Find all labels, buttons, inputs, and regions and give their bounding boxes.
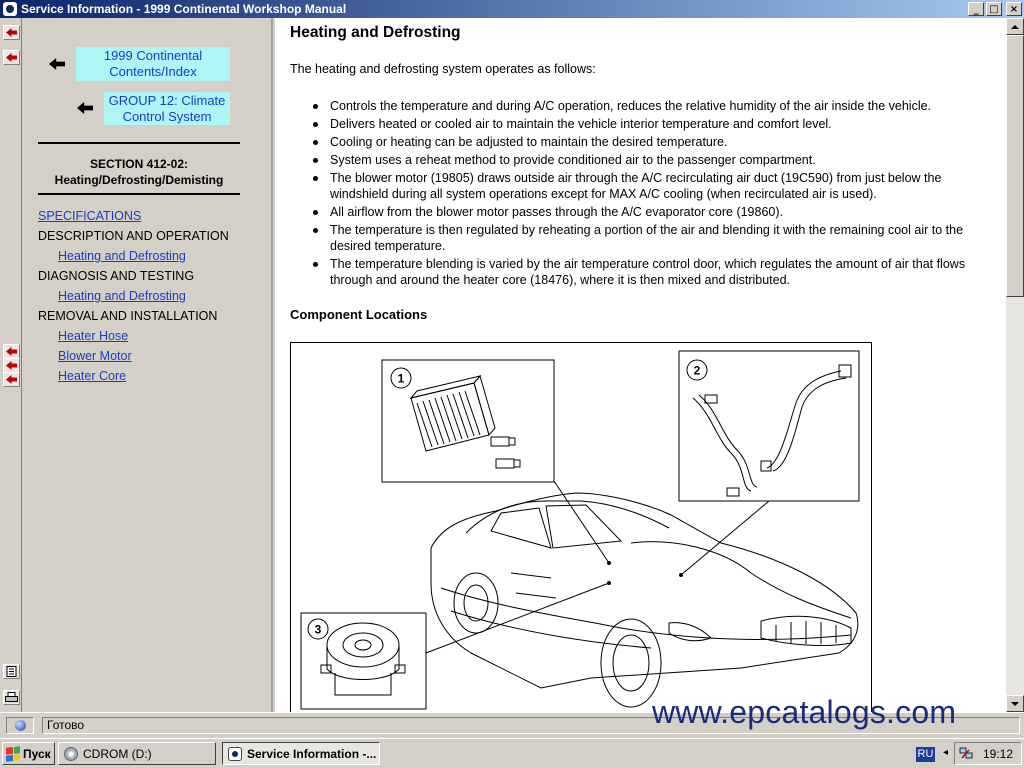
window-title: Service Information - 1999 Continental Workshop Manual [21,2,347,16]
content-pane [275,18,1006,712]
list-item: Controls the temperature and during A/C operation, reduces the relative humidity of the air inside the vehicle. [313,98,993,114]
arrow-left-icon [49,58,65,70]
list-item: Delivers heated or cooled air to maintain the vehicle interior temperature and comfort level. [313,116,993,132]
nav-button-2[interactable] [3,358,20,373]
bullet-list [313,98,993,290]
page-title: Heating and Defrosting [290,24,461,41]
list-item: Cooling or heating can be adjusted to maintain the desired temperature. [313,134,993,150]
nav-button-3[interactable] [3,372,20,387]
status-text: Готово [42,717,1020,734]
start-label: Пуск [23,746,51,761]
nav-heater-hose-link[interactable]: Heater Hose [58,329,129,343]
nav-heading-removal: REMOVAL AND INSTALLATION [38,309,218,323]
arrow-icon [6,375,17,384]
intro-text: The heating and defrosting system operates as follows: [290,62,596,76]
list-item: System uses a reheat method to provide conditioned air to the passenger compartment. [313,152,993,168]
close-button[interactable]: × [1006,2,1022,16]
heater-core-drawing [411,376,520,468]
arrow-icon [6,347,17,356]
watermark: www.epcatalogs.com [652,694,957,730]
nav-list [38,206,270,386]
task-label: Service Information -... [247,746,377,761]
component-locations-figure [290,342,872,712]
scroll-down-button[interactable] [1006,695,1024,712]
document-icon [6,666,17,677]
contents-index-link[interactable]: 1999 Continental Contents/Index [76,47,230,81]
arrow-down-icon [1011,702,1019,706]
navigation-panel [22,18,273,712]
app-icon [228,747,242,761]
start-button[interactable] [2,742,55,765]
heater-hose-drawing [693,365,851,496]
divider [38,142,240,144]
previous-button[interactable] [3,50,20,65]
window-controls [968,2,1022,16]
title-bar [0,0,1024,18]
section-subtitle: Component Locations [290,307,428,322]
scroll-thumb[interactable] [1006,35,1024,297]
app-icon [3,2,17,16]
divider [38,193,240,195]
clock[interactable]: 19:12 [982,746,1013,761]
list-item: The blower motor (19805) draws outside air through the A/C recirculating air duct (19C590) from just below the windshield during all system operations except for MAX A/C cooling (when recirculated air is used). [313,170,993,202]
nav-heating-defrosting-diagnosis-link[interactable]: Heating and Defrosting [58,289,186,303]
nav-heading-description: DESCRIPTION AND OPERATION [38,229,229,243]
maximize-button[interactable]: □ [986,2,1002,16]
blower-motor-drawing [321,623,405,695]
back-arrow-icon [6,28,17,37]
list-item: The temperature is then regulated by reheating a portion of the air and blending it with the remaining cool air to the desired temperature. [313,222,993,254]
windows-logo-icon [6,746,20,761]
back-button[interactable] [3,25,20,40]
callout-label-3: 3 [314,622,322,637]
cd-drive-icon [64,747,78,761]
system-tray [954,742,1022,765]
group-link[interactable]: GROUP 12: Climate Control System [104,92,230,125]
leader-point [680,574,683,577]
component-diagram [291,343,873,712]
callout-label-2: 2 [693,363,701,378]
nav-heating-defrosting-description-link[interactable]: Heating and Defrosting [58,249,186,263]
nav-blower-motor-link[interactable]: Blower Motor [58,349,132,363]
arrow-up-icon [1011,25,1019,29]
section-title: SECTION 412-02: Heating/Defrosting/Demisting [54,157,224,187]
network-icon[interactable] [959,747,973,760]
list-item: The temperature blending is varied by the air temperature control door, which regulates the amount of air that flows through and around the heater core (18476), where it is then mixed and distributed. [313,256,993,288]
nav-heater-core-link[interactable]: Heater Core [58,369,127,383]
car-drawing [431,493,858,707]
leader-point [608,582,611,585]
nav-specifications-link[interactable]: SPECIFICATIONS [38,209,142,223]
arrow-icon [6,361,17,370]
list-item: All airflow from the blower motor passes through the A/C evaporator core (19860). [313,204,993,220]
printer-icon [5,692,18,703]
previous-arrow-icon [6,53,17,62]
task-label: CDROM (D:) [83,746,152,761]
taskbar [0,738,1024,768]
language-indicator[interactable]: RU [917,748,934,760]
leader-line [681,501,769,575]
left-toolbar [0,18,22,712]
chevron-icon[interactable]: ◂ [943,747,949,758]
document-button[interactable] [3,664,20,679]
nav-button-1[interactable] [3,344,20,359]
arrow-left-icon [77,102,93,114]
scroll-up-button[interactable] [1006,18,1024,35]
taskbar-item-service-info[interactable] [222,742,380,765]
taskbar-item-cdrom[interactable] [58,742,216,765]
print-button[interactable] [3,690,20,705]
nav-heading-diagnosis: DIAGNOSIS AND TESTING [38,269,195,283]
minimize-button[interactable]: _ [968,2,984,16]
callout-label-1: 1 [397,371,405,386]
vertical-scrollbar[interactable] [1006,18,1024,712]
leader-point [608,562,611,565]
globe-icon [6,717,34,734]
